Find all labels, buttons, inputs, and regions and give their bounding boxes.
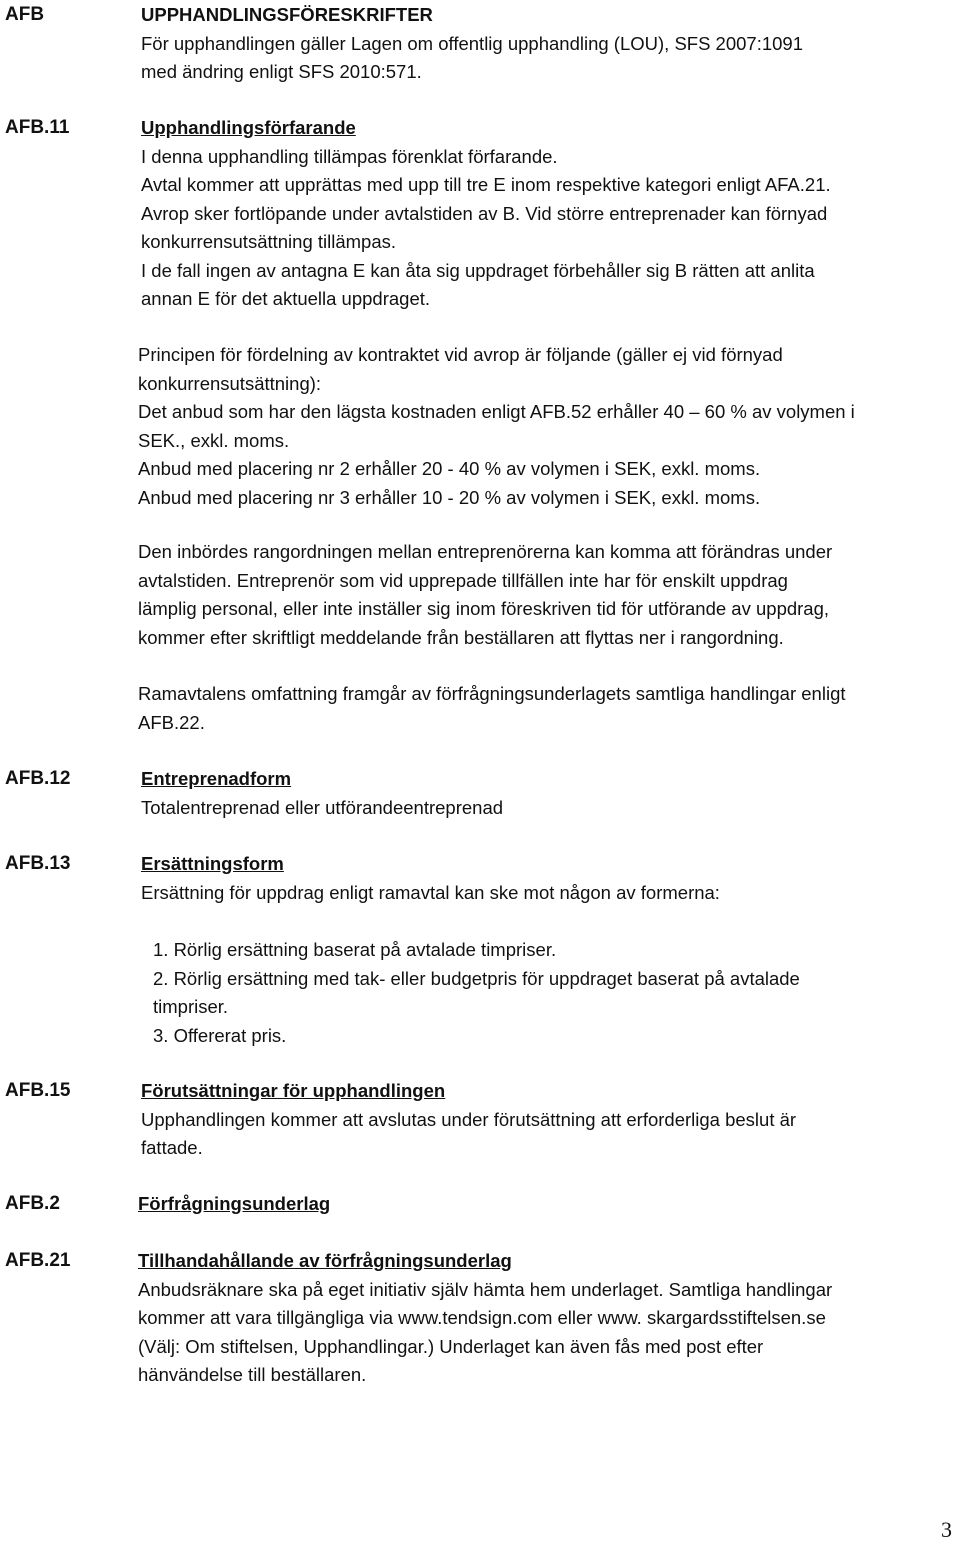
section-afb2 <box>138 1190 330 1219</box>
body-line: kommer efter skriftligt meddelande från beställaren att flyttas ner i rangordning. <box>138 626 784 648</box>
section-code-afb15: AFB.15 <box>5 1080 71 1101</box>
section-code-afb13: AFB.13 <box>5 853 71 874</box>
body-line: annan E för det aktuella uppdraget. <box>141 288 431 309</box>
body-line: I de fall ingen av antagna E kan åta sig uppdraget förbehåller sig B rätten att anlita <box>141 259 815 281</box>
list-item: timpriser. <box>153 996 229 1017</box>
body-line: I denna upphandling tillämpas förenklat förfarande. <box>141 145 558 167</box>
body-line: hänvändelse till beställaren. <box>138 1364 367 1385</box>
body-line: SEK., exkl. moms. <box>138 429 290 451</box>
body-line: fattade. <box>141 1137 203 1158</box>
scope-paragraph <box>138 680 846 737</box>
body-line: konkurrensutsättning): <box>138 372 322 394</box>
section-code-afb21: AFB.21 <box>5 1250 71 1271</box>
section-afb13 <box>141 850 720 907</box>
section-afb15 <box>141 1077 796 1163</box>
list-item: 3. Offererat pris. <box>153 1024 287 1046</box>
section-title: Ersättningsform <box>141 853 284 874</box>
list-item: 2. Rörlig ersättning med tak- eller budgetpris för uppdraget baserat på avtalade <box>153 967 800 989</box>
body-line: kommer att vara tillgängliga via www.tendsign.com eller www. skargardsstiftelsen.se <box>138 1307 826 1328</box>
page-number: 3 <box>941 1517 952 1542</box>
section-title: Tillhandahållande av förfrågningsunderlag <box>138 1250 512 1271</box>
section-title: Upphandlingsförfarande <box>141 117 356 138</box>
body-line: För upphandlingen gäller Lagen om offentlig upphandling (LOU), SFS 2007:1091 <box>141 32 804 54</box>
body-line: lämplig personal, eller inte inställer sig inom föreskriven tid för utförande av uppdrag, <box>138 598 830 619</box>
section-code-afb: AFB <box>5 4 45 25</box>
body-line: Avrop sker fortlöpande under avtalstiden av B. Vid större entreprenader kan förnyad <box>141 202 828 224</box>
body-line: Totalentreprenad eller utförandeentreprenad <box>141 796 504 818</box>
section-title: Entreprenadform <box>141 768 292 789</box>
section-afb12 <box>141 765 503 822</box>
body-line: Avtal kommer att upprättas med upp till tre E inom respektive kategori enligt AFA.21. <box>141 174 831 195</box>
ranking-paragraph <box>138 538 832 652</box>
body-line: Anbud med placering nr 3 erhåller 10 - 20 % av volymen i SEK, exkl. moms. <box>138 486 761 508</box>
body-line: Ramavtalens omfattning framgår av förfrågningsunderlagets samtliga handlingar enligt <box>138 683 846 704</box>
section-title: UPPHANDLINGSFÖRESKRIFTER <box>141 4 433 25</box>
body-line: (Välj: Om stiftelsen, Upphandlingar.) Underlaget kan även fås med post efter <box>138 1335 764 1357</box>
body-line: Principen för fördelning av kontraktet vid avrop är följande (gäller ej vid förnyad <box>138 344 783 365</box>
section-code-afb12: AFB.12 <box>5 768 71 789</box>
body-line: Anbudsräknare ska på eget initiativ själv hämta hem underlaget. Samtliga handlingar <box>138 1278 833 1300</box>
section-code-afb2: AFB.2 <box>5 1193 60 1214</box>
body-line: med ändring enligt SFS 2010:571. <box>141 61 422 82</box>
section-afb11 <box>141 114 831 314</box>
section-afb <box>141 1 803 87</box>
list-item: 1. Rörlig ersättning baserat på avtalade timpriser. <box>153 939 557 960</box>
section-title: Förutsättningar för upphandlingen <box>141 1080 446 1101</box>
body-line: Upphandlingen kommer att avslutas under förutsättning att erforderliga beslut är <box>141 1108 797 1130</box>
body-line: Den inbördes rangordningen mellan entreprenörerna kan komma att förändras under <box>138 541 833 562</box>
body-line: Det anbud som har den lägsta kostnaden enligt AFB.52 erhåller 40 – 60 % av volymen i <box>138 401 855 422</box>
section-code-afb11: AFB.11 <box>5 117 70 138</box>
body-line: AFB.22. <box>138 711 205 733</box>
section-title: Förfrågningsunderlag <box>138 1193 331 1214</box>
body-line: Anbud med placering nr 2 erhåller 20 - 40 % av volymen i SEK, exkl. moms. <box>138 458 761 479</box>
principle-paragraph <box>138 341 855 512</box>
body-line: Ersättning för uppdrag enligt ramavtal kan ske mot någon av formerna: <box>141 881 720 903</box>
body-line: avtalstiden. Entreprenör som vid upprepade tillfällen inte har för enskilt uppdrag <box>138 569 788 591</box>
compensation-list <box>153 936 800 1050</box>
body-line: konkurrensutsättning tillämpas. <box>141 231 397 252</box>
section-afb21 <box>138 1247 832 1390</box>
